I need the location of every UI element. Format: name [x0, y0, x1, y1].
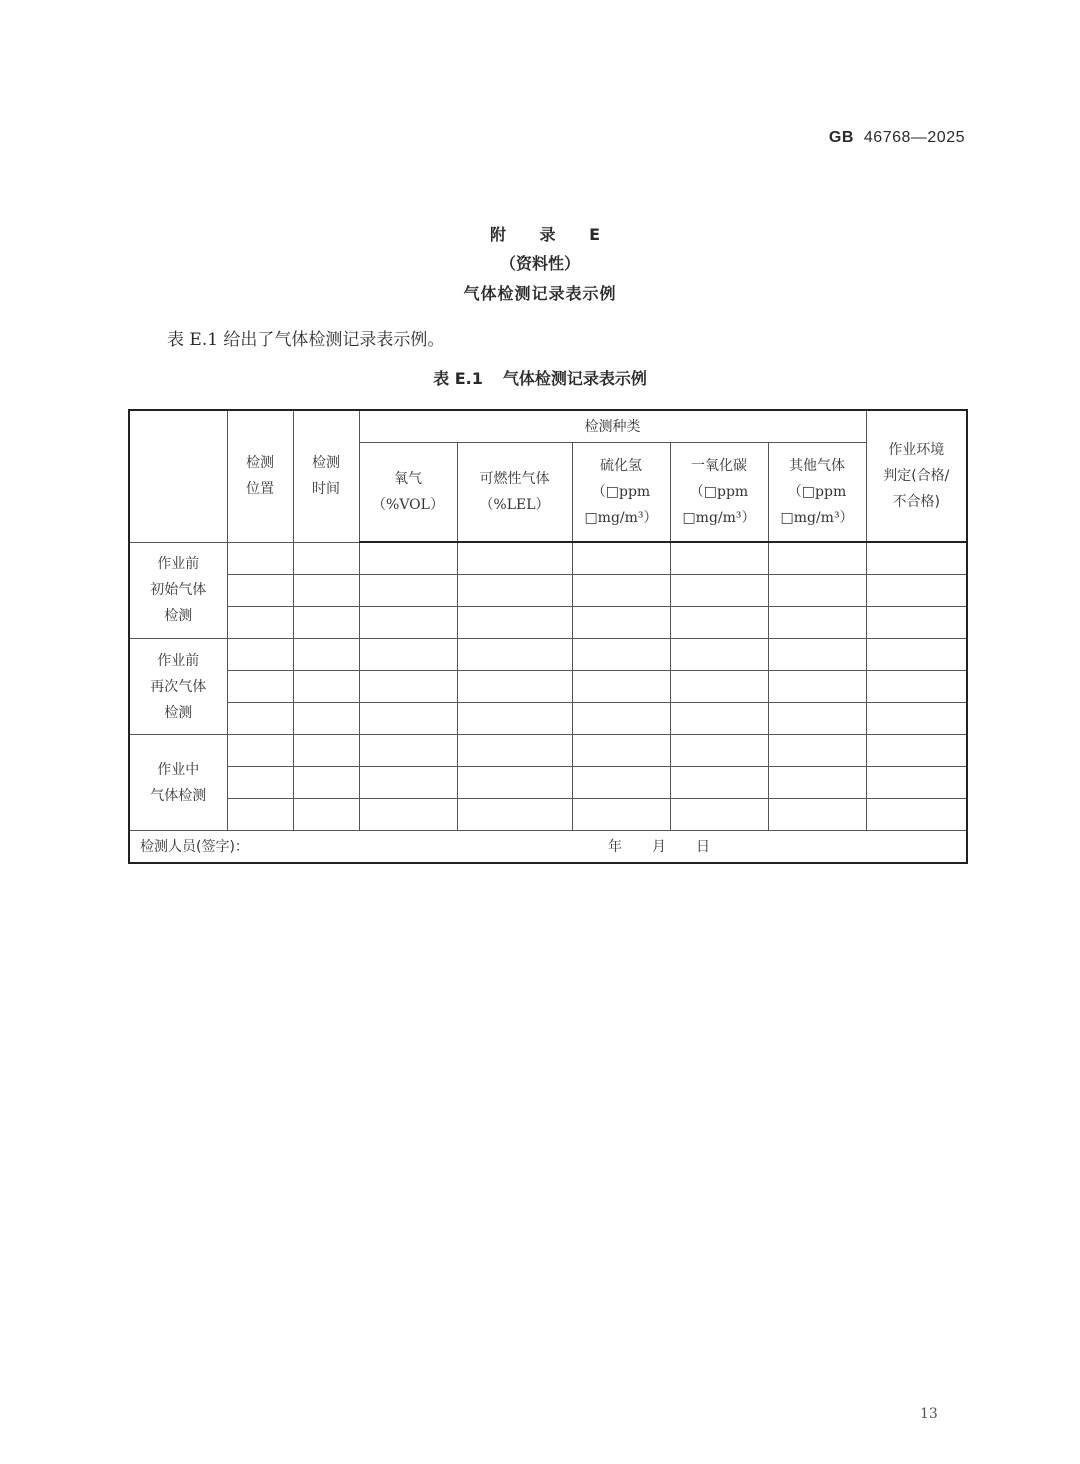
table-cell[interactable] [572, 639, 670, 671]
table-cell[interactable] [768, 607, 866, 639]
table-cell[interactable] [866, 607, 967, 639]
table-cell[interactable] [293, 767, 359, 799]
table-cell[interactable] [572, 575, 670, 607]
table-cell[interactable] [457, 799, 572, 831]
table-cell[interactable] [227, 703, 293, 735]
table-cell[interactable] [457, 542, 572, 575]
table-cell[interactable] [670, 703, 768, 735]
year-label: 年 [608, 838, 622, 855]
table-cell[interactable] [359, 639, 457, 671]
table-cell[interactable] [866, 542, 967, 575]
header-combustible-gas: 可燃性气体 （%LEL） [457, 443, 572, 543]
appendix-name: 气体检测记录表示例 [463, 284, 617, 303]
table-cell[interactable] [670, 735, 768, 767]
table-cell[interactable] [293, 607, 359, 639]
table-cell[interactable] [359, 542, 457, 575]
standard-number [700, 129, 965, 147]
table-cell[interactable] [670, 542, 768, 575]
table-cell[interactable] [572, 607, 670, 639]
table-cell[interactable] [572, 703, 670, 735]
table-cell[interactable] [359, 767, 457, 799]
row-group-label: 作业前 初始气体 检测 [129, 542, 227, 639]
table-cell[interactable] [866, 703, 967, 735]
table-cell[interactable] [227, 799, 293, 831]
table-cell[interactable] [866, 767, 967, 799]
date-fields [608, 834, 740, 860]
table-cell[interactable] [359, 735, 457, 767]
month-label: 月 [652, 838, 666, 855]
table-cell[interactable] [293, 703, 359, 735]
table-cell[interactable] [866, 575, 967, 607]
header-location: 检测 位置 [227, 410, 293, 542]
table-cell[interactable] [359, 799, 457, 831]
table-cell[interactable] [572, 767, 670, 799]
table-cell[interactable] [359, 607, 457, 639]
table-cell[interactable] [457, 575, 572, 607]
table-cell[interactable] [866, 799, 967, 831]
standard-prefix: GB [828, 129, 854, 146]
table-cell[interactable] [866, 735, 967, 767]
standard-code: 46768—2025 [863, 129, 965, 146]
table-cell[interactable] [359, 575, 457, 607]
signature-row [129, 831, 967, 864]
row-group-label: 作业前 再次气体 检测 [129, 639, 227, 735]
intro-paragraph: 表 E.1 给出了气体检测记录表示例。 [167, 330, 445, 350]
table-cell[interactable] [768, 575, 866, 607]
table-cell[interactable] [457, 703, 572, 735]
table-cell[interactable] [457, 735, 572, 767]
header-gas-types: 检测种类 [359, 410, 866, 443]
table-cell[interactable] [227, 542, 293, 575]
table-caption [0, 366, 1080, 389]
table-cell[interactable] [670, 767, 768, 799]
table-cell[interactable] [670, 607, 768, 639]
header-time: 检测 时间 [293, 410, 359, 542]
table-cell[interactable] [572, 735, 670, 767]
table-cell[interactable] [457, 607, 572, 639]
corner-cell [129, 410, 227, 542]
table-caption-number: 表 E.1 [433, 369, 483, 388]
signature-label: 检测人员(签字)： [140, 838, 249, 855]
header-carbon-monoxide: 一氧化碳 （□ppm □mg/m³） [670, 443, 768, 543]
appendix-title: 附 录 E [489, 225, 615, 244]
table-cell[interactable] [227, 671, 293, 703]
table-cell[interactable] [457, 639, 572, 671]
table-cell[interactable] [227, 607, 293, 639]
table-cell[interactable] [670, 639, 768, 671]
table-cell[interactable] [670, 671, 768, 703]
table-cell[interactable] [866, 671, 967, 703]
table-cell[interactable] [768, 799, 866, 831]
table-cell[interactable] [359, 671, 457, 703]
table-cell[interactable] [359, 703, 457, 735]
table-cell[interactable] [293, 575, 359, 607]
table-cell[interactable] [457, 671, 572, 703]
table-cell[interactable] [670, 799, 768, 831]
page-number: 13 [920, 1406, 938, 1422]
table-cell[interactable] [227, 767, 293, 799]
gas-record-table [128, 409, 968, 864]
table-cell[interactable] [293, 639, 359, 671]
header-hydrogen-sulfide: 硫化氢 （□ppm □mg/m³） [572, 443, 670, 543]
table-cell[interactable] [457, 767, 572, 799]
table-cell[interactable] [293, 735, 359, 767]
table-caption-title: 气体检测记录表示例 [502, 369, 647, 388]
table-cell[interactable] [227, 575, 293, 607]
table-cell[interactable] [768, 703, 866, 735]
header-judgement: 作业环境 判定(合格/ 不合格) [866, 410, 967, 542]
table-cell[interactable] [768, 671, 866, 703]
table-cell[interactable] [768, 767, 866, 799]
table-cell[interactable] [227, 639, 293, 671]
table-cell[interactable] [572, 671, 670, 703]
day-label: 日 [696, 838, 710, 855]
appendix-type: （资料性） [499, 254, 580, 273]
table-cell[interactable] [572, 799, 670, 831]
row-group-label: 作业中 气体检测 [129, 735, 227, 831]
table-cell[interactable] [293, 799, 359, 831]
table-cell[interactable] [293, 542, 359, 575]
table-cell[interactable] [572, 542, 670, 575]
table-cell[interactable] [768, 639, 866, 671]
header-oxygen: 氧气 （%VOL） [359, 443, 457, 543]
table-cell[interactable] [768, 735, 866, 767]
table-cell[interactable] [670, 575, 768, 607]
table-cell[interactable] [293, 671, 359, 703]
table-cell[interactable] [866, 639, 967, 671]
table-cell[interactable] [768, 542, 866, 575]
header-other-gas: 其他气体 （□ppm □mg/m³） [768, 443, 866, 543]
table-cell[interactable] [227, 735, 293, 767]
